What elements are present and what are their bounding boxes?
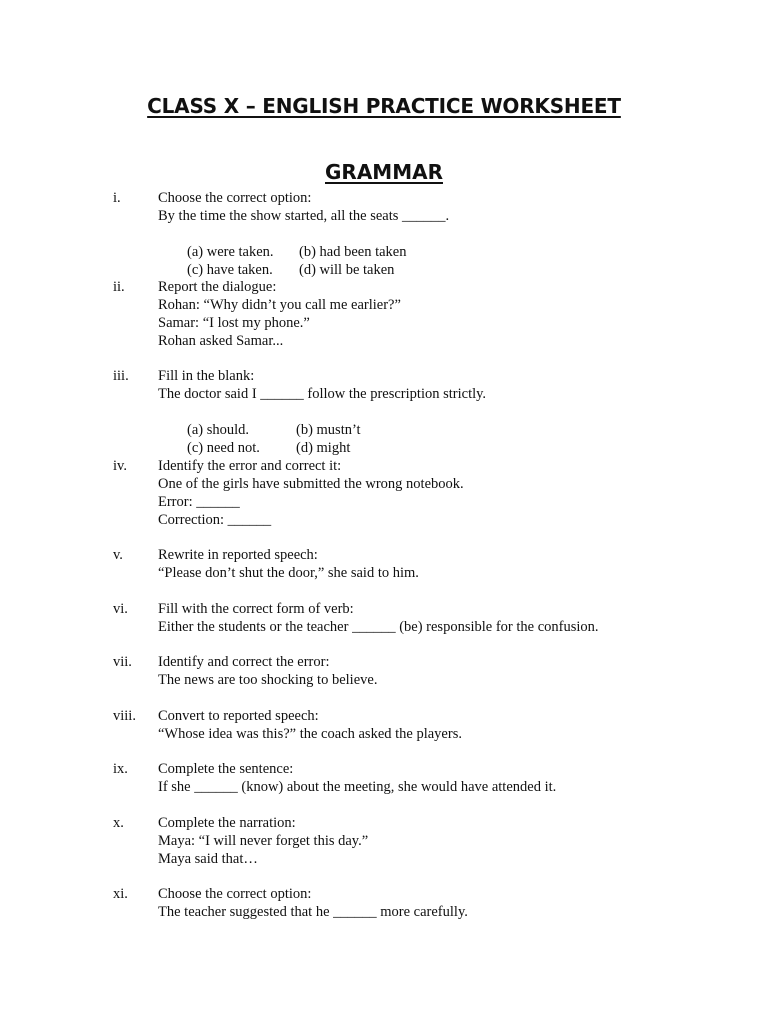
option-a: (a) should.: [187, 422, 250, 438]
option-a: (a) were taken.: [187, 244, 274, 260]
question-text: If she ______ (know) about the meeting, she would have attended it.: [158, 779, 557, 795]
question-number: vii.: [113, 654, 132, 670]
question-text: Maya said that…: [158, 851, 258, 867]
option-d: (d) might: [296, 440, 351, 456]
section-heading-grammar: GRAMMAR: [325, 160, 443, 184]
question-number: x.: [113, 815, 124, 831]
question-number: iv.: [113, 458, 127, 474]
question-text: “Whose idea was this?” the coach asked the players.: [158, 726, 462, 742]
option-d: (d) will be taken: [299, 262, 395, 278]
question-number: vi.: [113, 601, 128, 617]
question-number: i.: [113, 190, 121, 206]
question-text: Rohan: “Why didn’t you call me earlier?”: [158, 297, 401, 313]
options-row: [158, 403, 748, 438]
question-number: v.: [113, 547, 123, 563]
options-row: [158, 225, 748, 260]
question-text: Rohan asked Samar...: [158, 333, 284, 349]
question-instruction: Complete the sentence:: [158, 761, 294, 777]
question-text: Samar: “I lost my phone.”: [158, 315, 310, 331]
question-text: Either the students or the teacher ______ (be) responsible for the confusion.: [158, 619, 599, 635]
question-instruction: Rewrite in reported speech:: [158, 547, 318, 563]
question-number: xi.: [113, 886, 128, 902]
question-instruction: Convert to reported speech:: [158, 708, 319, 724]
question-instruction: Fill in the blank:: [158, 368, 255, 384]
question-text: The news are too shocking to believe.: [158, 672, 378, 688]
worksheet-title: CLASS X – ENGLISH PRACTICE WORKSHEET: [147, 94, 621, 118]
question-text: The doctor said I ______ follow the prescription strictly.: [158, 386, 487, 402]
question-text: Maya: “I will never forget this day.”: [158, 833, 369, 849]
error-blank: Error: ______: [158, 494, 240, 510]
question-number: ix.: [113, 761, 128, 777]
question-text: “Please don’t shut the door,” she said to him.: [158, 565, 419, 581]
question-number: ii.: [113, 279, 125, 295]
question-text: The teacher suggested that he ______ more carefully.: [158, 904, 468, 920]
question-instruction: Choose the correct option:: [158, 190, 312, 206]
question-number: iii.: [113, 368, 129, 384]
question-instruction: Report the dialogue:: [158, 279, 277, 295]
option-c: (c) need not.: [187, 440, 260, 456]
option-b: (b) had been taken: [299, 244, 407, 260]
option-c: (c) have taken.: [187, 262, 273, 278]
question-instruction: Complete the narration:: [158, 815, 296, 831]
question-text: One of the girls have submitted the wrong notebook.: [158, 476, 464, 492]
question-instruction: Fill with the correct form of verb:: [158, 601, 354, 617]
question-instruction: Choose the correct option:: [158, 886, 312, 902]
correction-blank: Correction: ______: [158, 512, 272, 528]
option-b: (b) mustn’t: [296, 422, 361, 438]
question-instruction: Identify and correct the error:: [158, 654, 330, 670]
question-instruction: Identify the error and correct it:: [158, 458, 342, 474]
question-text: By the time the show started, all the seats ______.: [158, 208, 450, 224]
question-number: viii.: [113, 708, 136, 724]
